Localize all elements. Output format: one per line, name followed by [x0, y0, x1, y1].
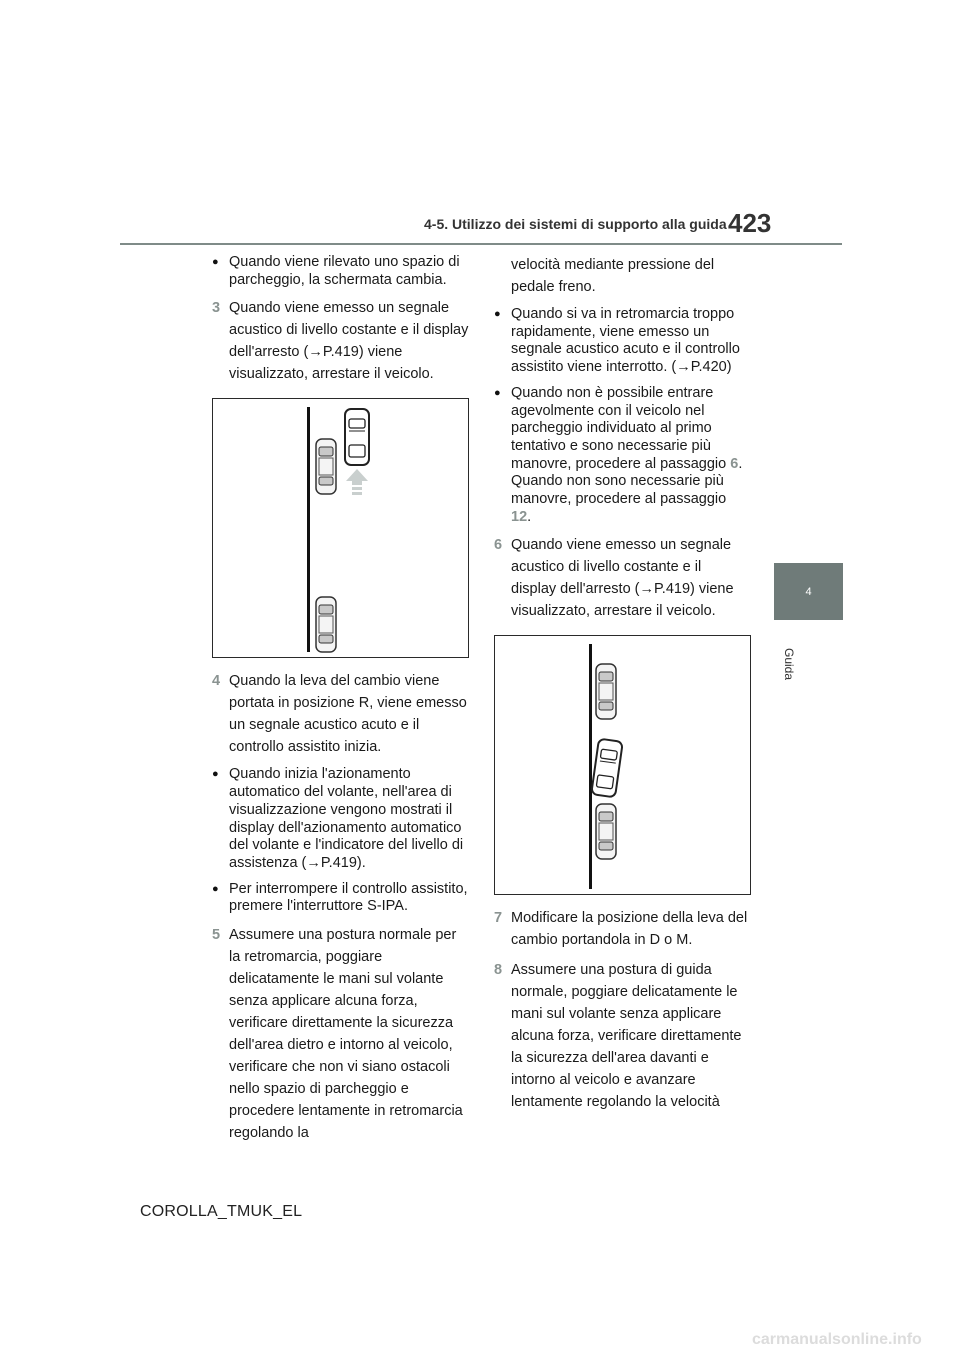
step-7: 7 Modificare la posizione della leva del cambio portandola in D o M. [494, 907, 750, 951]
curb-line [589, 644, 592, 889]
chapter-label: Guida [782, 648, 796, 681]
arrow-icon: → [308, 344, 323, 361]
step-number: 7 [494, 910, 503, 927]
step-ref: 12 [511, 508, 528, 525]
step-5-continued: velocità mediante pressione del pedale freno. [511, 257, 715, 295]
page-ref-link[interactable]: P.419). [320, 854, 366, 871]
header-rule [120, 243, 842, 245]
chapter-tab[interactable] [774, 563, 843, 620]
step-number: 4 [212, 673, 221, 690]
bullet-item: ● Quando si va in retromarcia troppo rapidamente, viene emesso un segnale acustico acuto e il controllo assistito viene interrotto. (→P.420) [494, 306, 750, 377]
figure-vehicle-in-spot [494, 635, 751, 895]
curb-line [307, 407, 310, 652]
bullet-item: ● Quando inizia l'azionamento automatico del volante, nell'area di visualizzazione vengono mostrati il display dell'azionamento automatico del volante e l'indicatore del livello di assistenza (→P.419). [212, 766, 470, 872]
step-8: 8 Assumere una postura di guida normale, poggiare delicatamente le mani sul volante senza applicare alcuna forza, verificare direttamente la sicurezza dell'area davanti e intorno al veicolo e avanzare lentamente regolando la velocità [494, 959, 750, 1113]
step-3: 3 Quando viene emesso un segnale acustico di livello costante e il display dell'arresto (→P.419) viene visualizzato, arrestare il veicolo. [212, 297, 470, 385]
arrow-icon: → [639, 581, 654, 598]
left-column [212, 254, 470, 1152]
parked-car-icon [596, 664, 616, 719]
step-number: 6 [494, 537, 503, 554]
page-ref-link[interactable]: P.419) viene visualizzato, arrestare il veicolo. [229, 344, 434, 383]
watermark: carmanualsonline.info [752, 1331, 922, 1348]
manual-code: COROLLA_TMUK_EL [140, 1203, 303, 1220]
step-6: 6 Quando viene emesso un segnale acustico di livello costante e il display dell'arresto (→P.419) viene visualizzato, arrestare il veicolo. [494, 534, 750, 622]
own-vehicle-icon [591, 739, 623, 798]
figure-parking-spot-detected [212, 398, 469, 658]
chapter-number: 4 [805, 585, 812, 598]
arrow-icon: → [676, 359, 691, 376]
own-vehicle-icon [345, 409, 369, 465]
step-number: 5 [212, 927, 221, 944]
step-ref: 6 [730, 455, 739, 472]
bullet-item: ● Quando non è possibile entrare agevolmente con il veicolo nel parcheggio individuato al primo tentativo e sono necessarie più manovre, procedere al passaggio 6. Quando non sono necessarie più manovre, procedere al passaggio 12. [494, 385, 750, 527]
section-title: 4-5. Utilizzo dei sistemi di supporto alla guida [424, 216, 727, 232]
parked-car-icon [316, 439, 336, 494]
step-number: 3 [212, 300, 221, 317]
page-number: 423 [728, 208, 772, 238]
parked-car-icon [596, 804, 616, 859]
step-5: 5 Assumere una postura normale per la retromarcia, poggiare delicatamente le mani sul volante senza applicare alcuna forza, verificare direttamente la sicurezza dell'area dietro e intorno al veicolo, verificare che non vi siano ostacoli nello spazio di parcheggio e procedere lentamente in retromarcia regolando la [212, 924, 470, 1144]
arrow-icon: → [306, 854, 321, 871]
page-ref-link[interactable]: P.419) viene visualizzato, arrestare il veicolo. [511, 581, 734, 620]
page-ref-link[interactable]: P.420) [690, 359, 732, 376]
step-number: 8 [494, 962, 503, 979]
right-column [494, 254, 750, 1121]
parked-car-icon [316, 597, 336, 652]
bullet-item: ● Quando viene rilevato uno spazio di parcheggio, la schermata cambia. [212, 254, 470, 289]
step-4: 4 Quando la leva del cambio viene portata in posizione R, viene emesso un segnale acustico acuto e il controllo assistito inizia. [212, 670, 470, 758]
bullet-item: ● Per interrompere il controllo assistito, premere l'interruttore S-IPA. [212, 881, 470, 916]
forward-arrow-icon [346, 469, 368, 495]
